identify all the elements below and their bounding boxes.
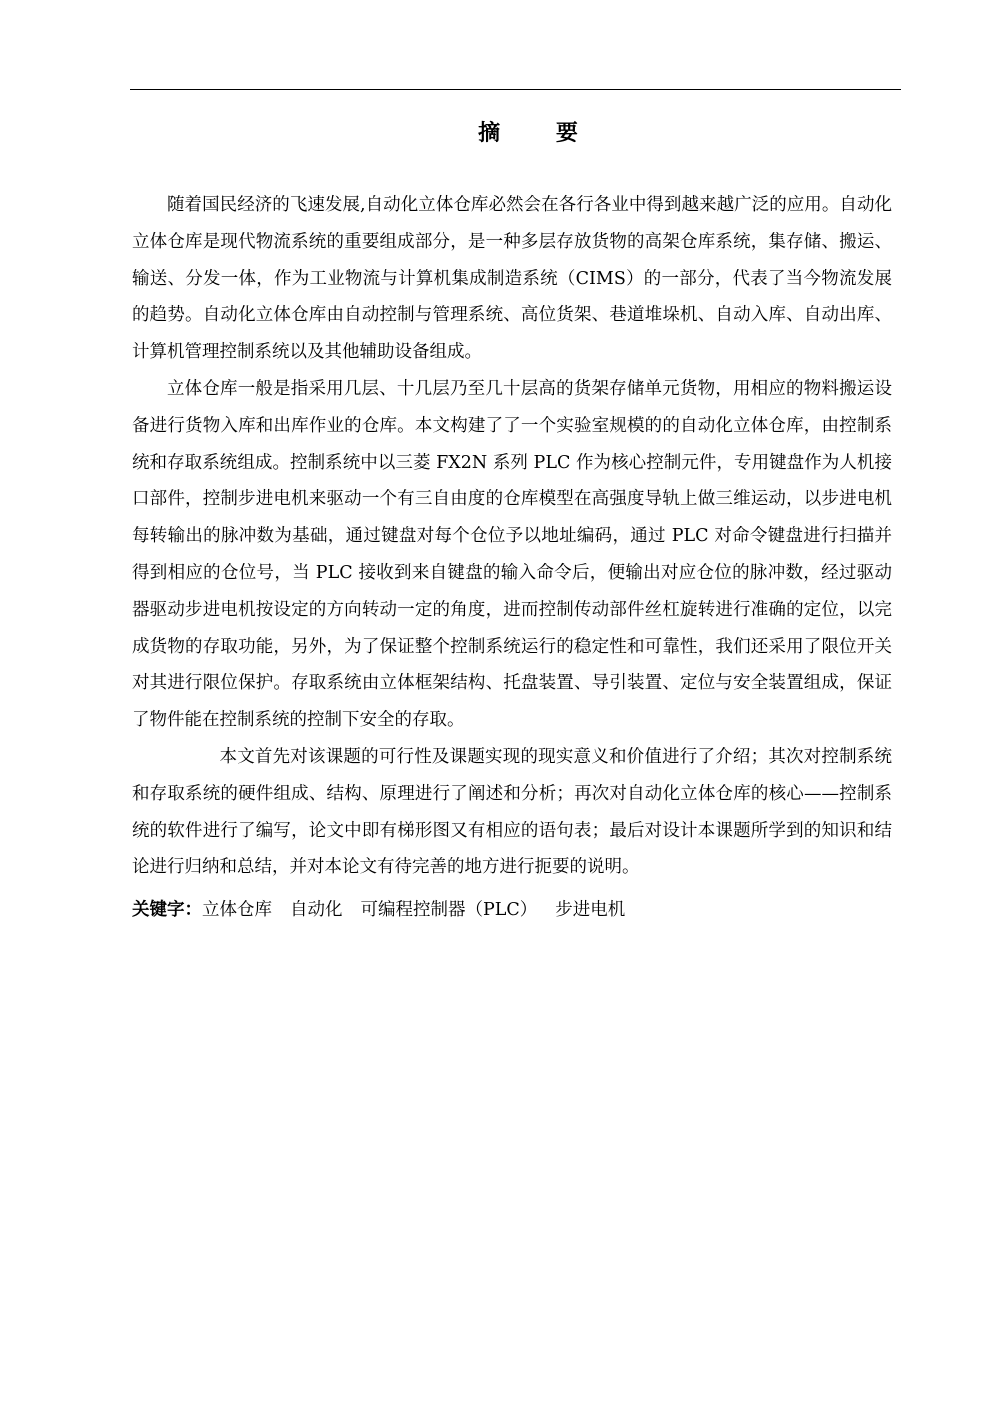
abstract-paragraph-3: 本文首先对该课题的可行性及课题实现的现实意义和价值进行了介绍；其次对控制系统和存取系统的硬件组成、结构、原理进行了阐述和分析；再次对自动化立体仓库的核心——控制系统的软件进行了编写，论文中即有梯形图又有相应的语句表；最后对设计本课题所学到的知识和结论进行归纳和总结，并对本论文有待完善的地方进行扼要的说明。 <box>132 746 892 878</box>
keywords-label: 关键字： <box>132 900 202 921</box>
keyword-item: 步进电机 <box>555 900 626 921</box>
abstract-paragraph-1: 随着国民经济的飞速发展,自动化立体仓库必然会在各行各业中得到越来越广泛的应用。自动化立体仓库是现代物流系统的重要组成部分，是一种多层存放货物的高架仓库系统，集存储、搬运、输送、分发一体，作为工业物流与计算机集成制造系统（CIMS）的一部分，代表了当今物流发展的趋势。自动化立体仓库由自动控制与管理系统、高位货架、巷道堆垛机、自动入库、自动出库、计算机管理控制系统以及其他辅助设备组成。 <box>132 195 892 363</box>
abstract-paragraph-2: 立体仓库一般是指采用几层、十几层乃至几十层高的货架存储单元货物，用相应的物料搬运设备进行货物入库和出库作业的仓库。本文构建了了一个实验室规模的的自动化立体仓库，由控制系统和存取系统组成。控制系统中以三菱 FX2N 系列 PLC 作为核心控制元件，专用键盘作为人机接口部件，控制步进电机来驱动一个有三自由度的仓库模型在高强度导轨上做三维运动，以步进电机每转输出的脉冲数为基础，通过键盘对每个仓位予以地址编码，通过 PLC 对命令键盘进行扫描并得到相应的仓位号，当 PLC 接收到来自键盘的输入命令后，便输出对应仓位的脉冲数，经过驱动器驱动步进电机按设定的方向转动一定的角度，进而控制传动部件丝杠旋转进行准确的定位，以完成货物的存取功能，另外，为了保证整个控制系统运行的稳定性和可靠性，我们还采用了限位开关对其进行限位保护。存取系统由立体框架结构、托盘装置、导引装置、定位与安全装置组成，保证了物件能在控制系统的控制下安全的存取。 <box>132 378 892 731</box>
page-title: 摘 要 <box>478 121 602 146</box>
abstract-body <box>132 187 892 929</box>
keywords-line <box>132 892 892 929</box>
header-rule <box>130 89 901 90</box>
keyword-item: 立体仓库 <box>202 900 272 921</box>
keyword-item: 可编程控制器（PLC） <box>360 900 538 921</box>
keyword-item: 自动化 <box>290 900 343 921</box>
